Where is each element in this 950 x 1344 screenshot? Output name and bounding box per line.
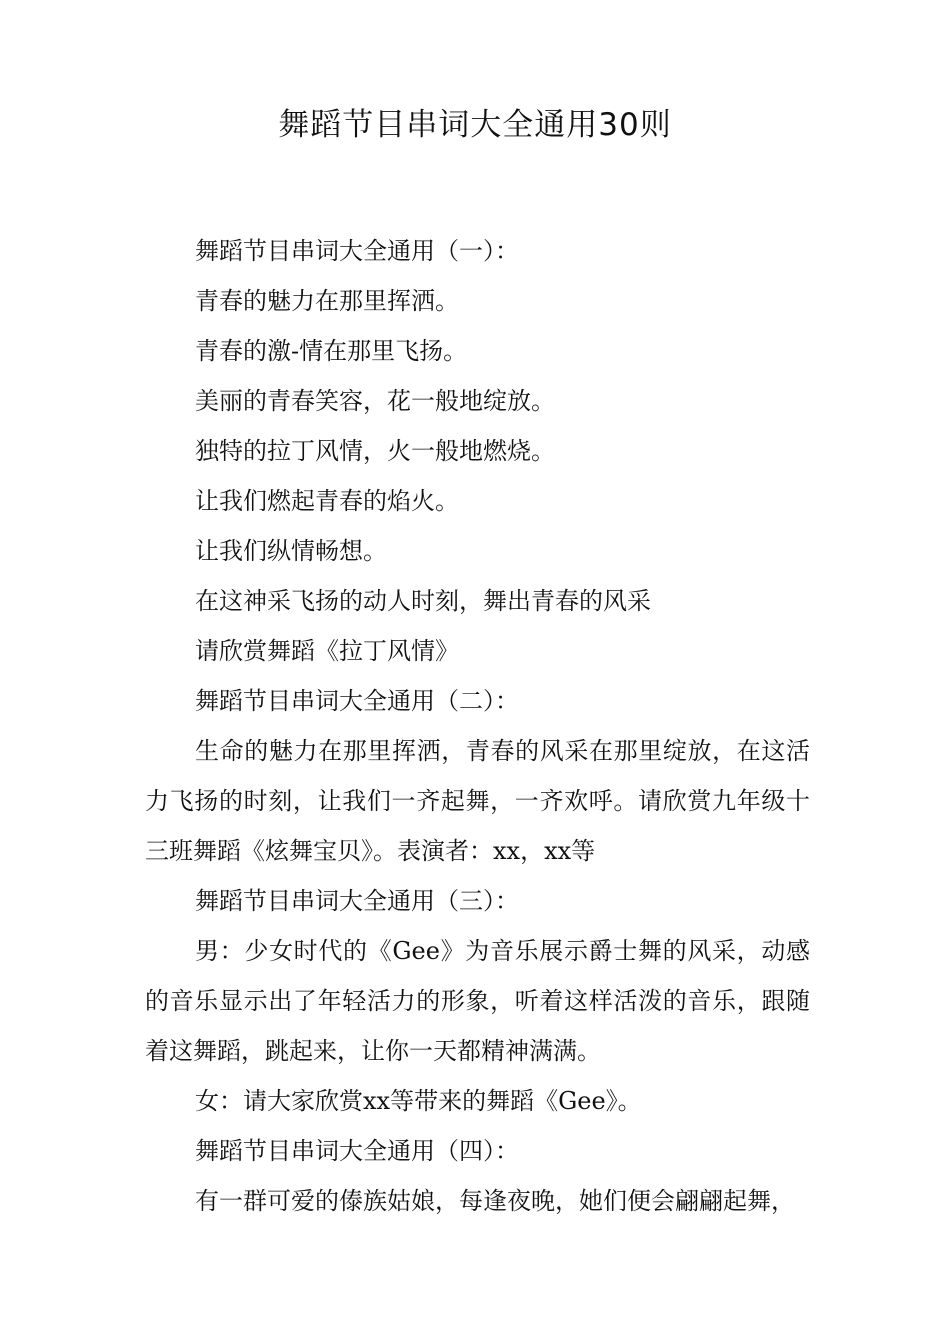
paragraph: 青春的激-情在那里飞扬。	[195, 337, 468, 365]
paragraph: 独特的拉丁风情，火一般地燃烧。	[195, 437, 555, 465]
paragraph: 让我们纵情畅想。	[195, 537, 387, 565]
paragraph-heading-3: 舞蹈节目串词大全通用（三）：	[195, 887, 519, 915]
paragraph-heading-2: 舞蹈节目串词大全通用（二）：	[195, 687, 519, 715]
paragraph: 请欣赏舞蹈《拉丁风情》	[195, 637, 459, 665]
paragraph: 美丽的青春笑容，花一般地绽放。	[195, 387, 555, 415]
paragraph-heading-1: 舞蹈节目串词大全通用（一）：	[195, 237, 519, 265]
paragraph: 在这神采飞扬的动人时刻，舞出青春的风采	[195, 587, 651, 615]
document-body	[145, 226, 810, 1226]
paragraph: 有一群可爱的傣族姑娘，每逢夜晚，她们便会翩翩起舞，	[195, 1187, 795, 1215]
paragraph: 生命的魅力在那里挥洒，青春的风采在那里绽放，在这活力飞扬的时刻，让我们一齐起舞，一齐欢呼。请欣赏九年级十三班舞蹈《炫舞宝贝》。表演者：xx，xx等	[145, 737, 810, 865]
paragraph: 让我们燃起青春的焰火。	[195, 487, 459, 515]
paragraph: 女：请大家欣赏xx等带来的舞蹈《Gee》。	[195, 1087, 642, 1115]
document-title: 舞蹈节目串词大全通用30则	[278, 107, 672, 143]
paragraph-heading-4: 舞蹈节目串词大全通用（四）：	[195, 1137, 519, 1165]
paragraph: 男：少女时代的《Gee》为音乐展示爵士舞的风采，动感的音乐显示出了年轻活力的形象，听着这样活泼的音乐，跟随着这舞蹈，跳起来，让你一天都精神满满。	[145, 937, 810, 1065]
paragraph: 青春的魅力在那里挥洒。	[195, 287, 459, 315]
